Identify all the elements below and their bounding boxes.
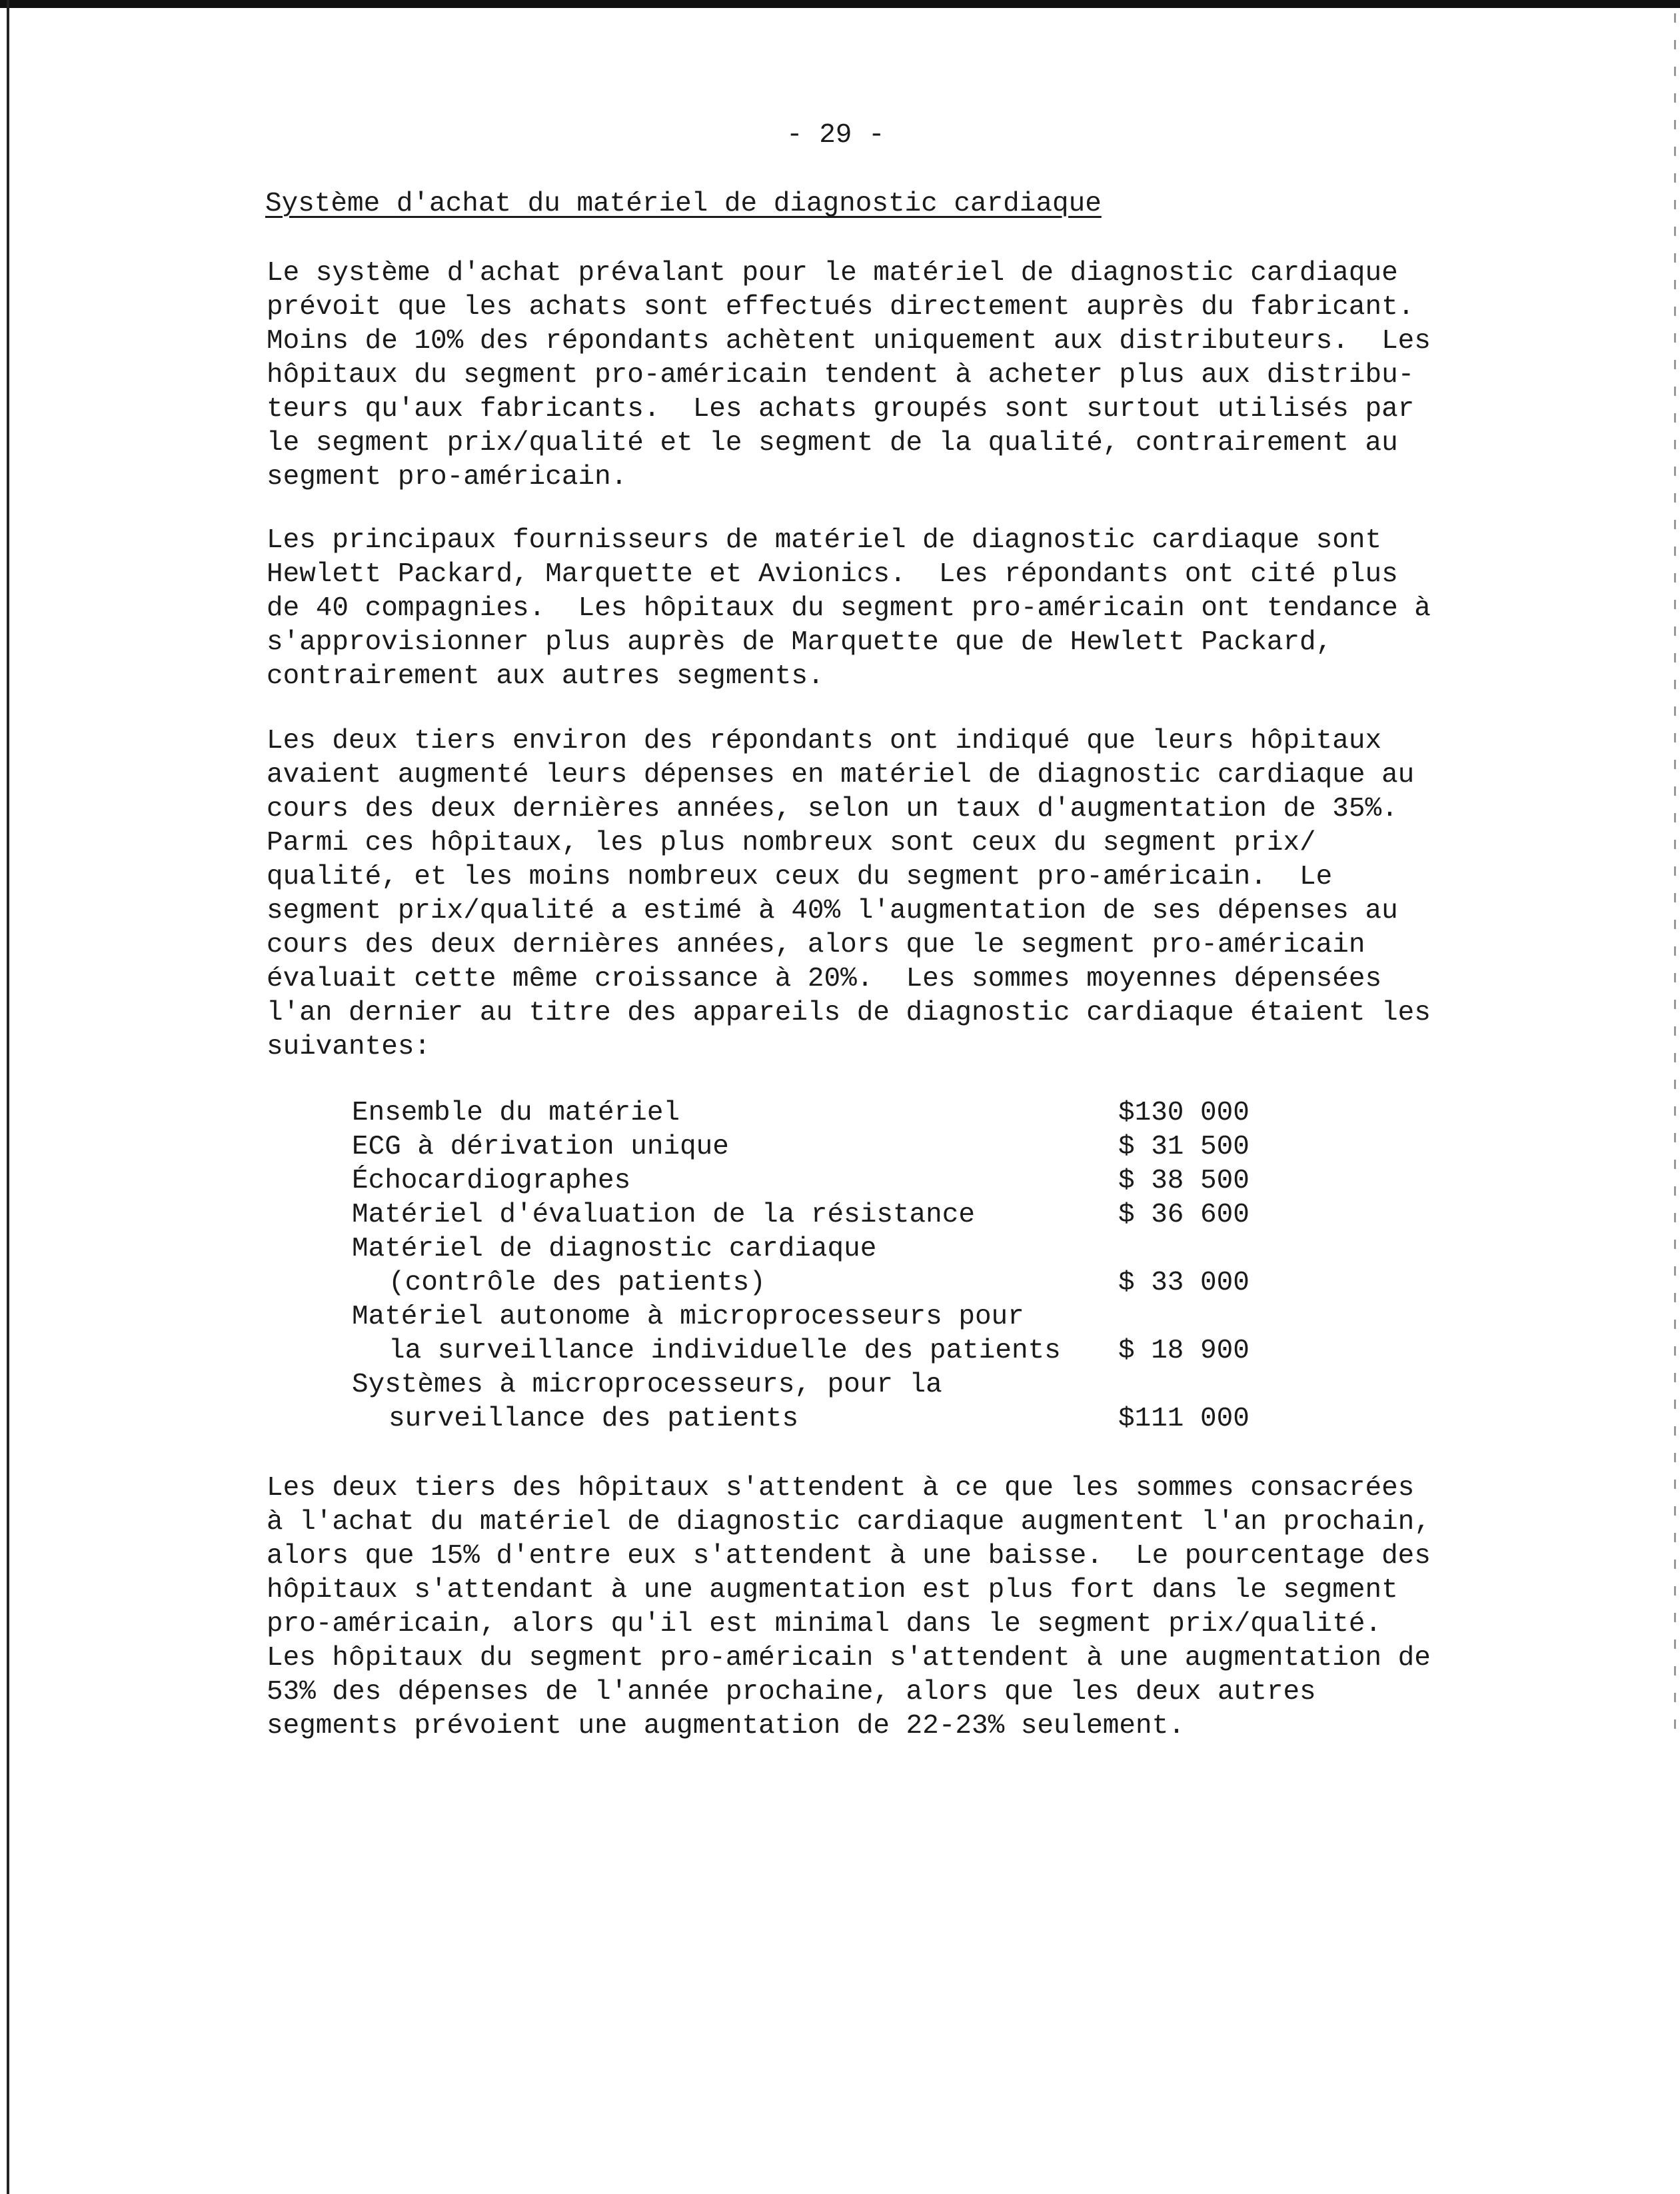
row-amount: $111 000 [1118, 1404, 1250, 1434]
section-heading: Système d'achat du matériel de diagnostic cardiaque [265, 189, 1102, 219]
table-row [352, 1300, 1271, 1368]
paragraph-line: suivantes: [267, 1032, 431, 1062]
paragraph-line: de 40 compagnies. Les hôpitaux du segment pro-américain ont tendance à [267, 593, 1431, 624]
paragraph-4 [267, 1472, 1431, 1743]
paragraph-line: cours des deux dernières années, alors que le segment pro-américain [267, 930, 1365, 960]
paragraph-line: Parmi ces hôpitaux, les plus nombreux sont ceux du segment prix/ [267, 828, 1316, 858]
paragraph-2 [267, 524, 1431, 694]
spending-table [352, 1096, 1271, 1436]
table-row [352, 1368, 1271, 1436]
row-label: Matériel autonome à microprocesseurs pour [352, 1302, 1024, 1332]
paragraph-line: Hewlett Packard, Marquette et Avionics. Les répondants ont cité plus [267, 559, 1398, 590]
page-number: - 29 - [786, 120, 885, 151]
paragraph-3 [267, 724, 1431, 1064]
paragraph-line: segment pro-américain. [267, 462, 628, 493]
paragraph-line: hôpitaux du segment pro-américain tendent à acheter plus aux distribu- [267, 360, 1415, 391]
paragraph-line: segment prix/qualité a estimé à 40% l'augmentation de ses dépenses au [267, 896, 1398, 926]
row-amount: $ 33 000 [1118, 1268, 1250, 1298]
paragraph-line: prévoit que les achats sont effectués directement auprès du fabricant. [267, 292, 1415, 323]
paragraph-line: 53% des dépenses de l'année prochaine, alors que les deux autres [267, 1677, 1316, 1707]
paragraph-line: Le système d'achat prévalant pour le matériel de diagnostic cardiaque [267, 258, 1398, 289]
row-label: Matériel de diagnostic cardiaque [352, 1234, 877, 1264]
row-amount: $ 36 600 [1118, 1200, 1250, 1230]
paragraph-line: Les deux tiers environ des répondants ont indiqué que leurs hôpitaux [267, 726, 1382, 756]
paragraph-line: Les deux tiers des hôpitaux s'attendent à ce que les sommes consacrées [267, 1473, 1415, 1504]
table-row [352, 1164, 1271, 1198]
paragraph-line: contrairement aux autres segments. [267, 661, 824, 692]
table-row [352, 1096, 1271, 1130]
row-amount: $130 000 [1118, 1098, 1250, 1128]
table-row [352, 1130, 1271, 1164]
row-label: Échocardiographes [352, 1166, 631, 1196]
paragraph-line: alors que 15% d'entre eux s'attendent à une baisse. Le pourcentage des [267, 1541, 1431, 1572]
paragraph-line: cours des deux dernières années, selon un taux d'augmentation de 35%. [267, 794, 1398, 824]
paragraph-line: qualité, et les moins nombreux ceux du segment pro-américain. Le [267, 862, 1333, 892]
row-label-continuation: surveillance des patients [389, 1404, 799, 1434]
paragraph-1 [267, 257, 1431, 495]
row-label: Systèmes à microprocesseurs, pour la [352, 1370, 942, 1400]
row-amount: $ 38 500 [1118, 1166, 1250, 1196]
row-amount: $ 31 500 [1118, 1132, 1250, 1162]
scan-top-border [0, 0, 1680, 8]
table-row [352, 1198, 1271, 1232]
scan-right-edge [1674, 13, 1676, 1733]
paragraph-line: avaient augmenté leurs dépenses en matériel de diagnostic cardiaque au [267, 760, 1415, 790]
paragraph-line: le segment prix/qualité et le segment de la qualité, contrairement au [267, 428, 1398, 459]
paragraph-line: évaluait cette même croissance à 20%. Les sommes moyennes dépensées [267, 964, 1382, 994]
paragraph-line: Les hôpitaux du segment pro-américain s'attendent à une augmentation de [267, 1643, 1431, 1673]
row-label: ECG à dérivation unique [352, 1132, 729, 1162]
row-label: Matériel d'évaluation de la résistance [352, 1200, 975, 1230]
row-label-continuation: la surveillance individuelle des patients [389, 1336, 1061, 1366]
paragraph-line: segments prévoient une augmentation de 22-23% seulement. [267, 1711, 1185, 1741]
row-amount: $ 18 900 [1118, 1336, 1250, 1366]
paragraph-line: teurs qu'aux fabricants. Les achats groupés sont surtout utilisés par [267, 394, 1415, 425]
paragraph-line: Les principaux fournisseurs de matériel de diagnostic cardiaque sont [267, 525, 1382, 556]
paragraph-line: s'approvisionner plus auprès de Marquette que de Hewlett Packard, [267, 627, 1333, 658]
paragraph-line: hôpitaux s'attendant à une augmentation est plus fort dans le segment [267, 1575, 1398, 1606]
table-row [352, 1232, 1271, 1300]
row-label-continuation: (contrôle des patients) [389, 1268, 766, 1298]
paragraph-line: pro-américain, alors qu'il est minimal dans le segment prix/qualité. [267, 1609, 1382, 1640]
paragraph-line: l'an dernier au titre des appareils de diagnostic cardiaque étaient les [267, 998, 1431, 1028]
row-label: Ensemble du matériel [352, 1098, 680, 1128]
paragraph-line: à l'achat du matériel de diagnostic cardiaque augmentent l'an prochain, [267, 1507, 1431, 1538]
paragraph-line: Moins de 10% des répondants achètent uniquement aux distributeurs. Les [267, 326, 1431, 357]
scan-left-border [7, 0, 9, 2194]
